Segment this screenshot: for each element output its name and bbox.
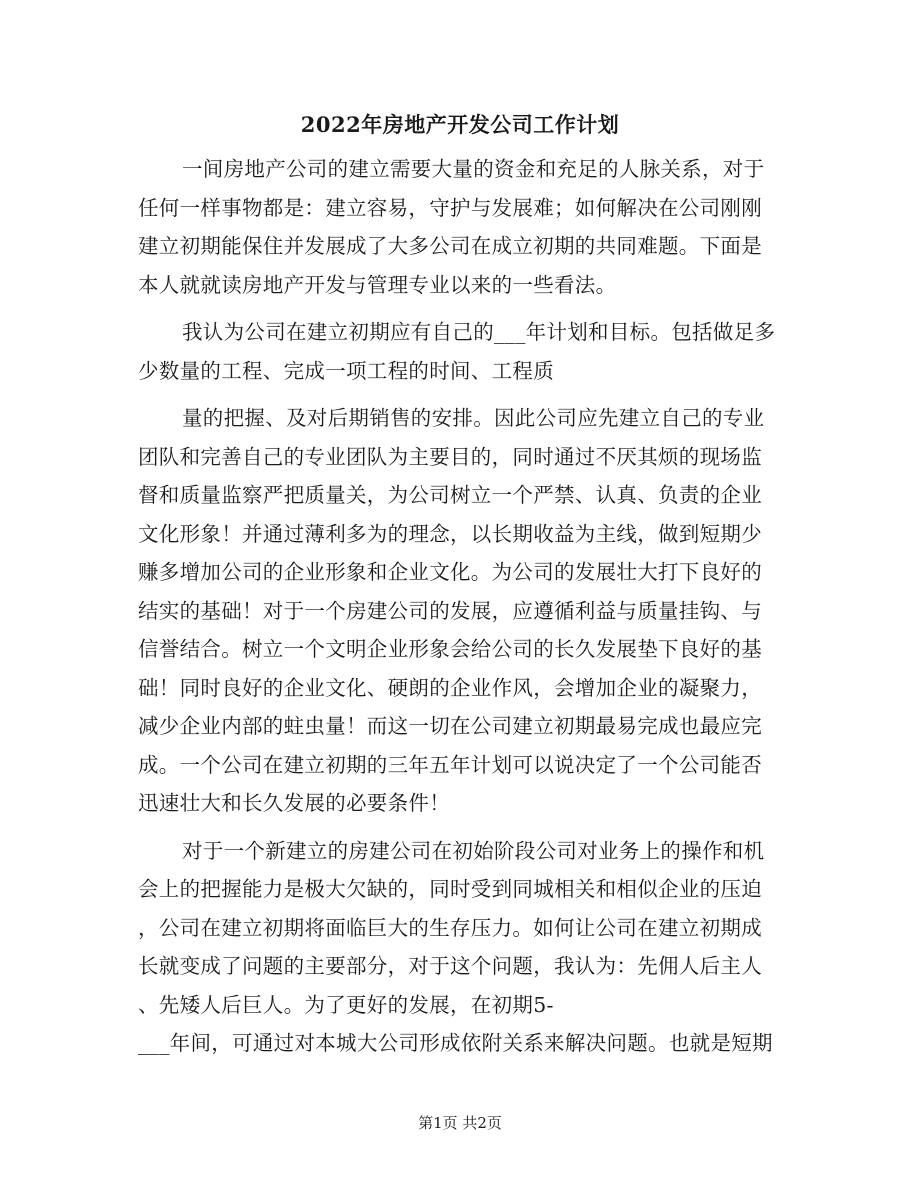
text-line: 我认为公司在建立初期应有自己的___年计划和目标。包括做足多 (182, 320, 776, 344)
text-line: 一间房地产公司的建立需要大量的资金和充足的人脉关系，对于 (182, 157, 765, 181)
text-line: 迅速壮大和长久发展的必要条件！ (138, 791, 450, 815)
paragraph-4 (138, 832, 788, 1063)
text-line: 、先矮人后巨人。为了更好的发展，在初期5- (138, 992, 554, 1017)
text-line: 文化形象！并通过薄利多为的理念，以长期收益为主线，做到短期少 (138, 521, 762, 546)
document-title: 2022年房地产开发公司工作计划 (300, 112, 620, 137)
paragraph-3 (138, 399, 788, 823)
text-line: ，公司在建立初期将面临巨大的生存压力。如何让公司在建立初期成 (138, 915, 762, 940)
text-line: 任何一样事物都是：建立容易，守护与发展难；如何解决在公司刚刚 (138, 195, 762, 220)
text-line: 赚多增加公司的企业形象和企业文化。为公司的发展壮大打下良好的 (138, 560, 762, 584)
text-line: 长就变成了问题的主要部分，对于这个问题，我认为：先佣人后主人 (138, 954, 762, 978)
text-line: 础！同时良好的企业文化、硬朗的企业作风，会增加企业的凝聚力， (138, 675, 762, 700)
text-line: 减少企业内部的蛀虫量！而这一切在公司建立初期最易完成也最应完 (138, 714, 762, 738)
text-line: 少数量的工程、完成一项工程的时间、工程质 (138, 358, 554, 383)
text-line: 成。一个公司在建立初期的三年五年计划可以说决定了一个公司能否 (138, 752, 762, 777)
text-line: 结实的基础！对于一个房建公司的发展，应遵循利益与质量挂钩、与 (138, 598, 762, 623)
text-line: 建立初期能保住并发展成了大多公司在成立初期的共同难题。下面是 (138, 234, 762, 258)
paragraph-2 (138, 313, 788, 390)
text-line: 本人就就读房地产开发与管理专业以来的一些看法。 (138, 272, 617, 297)
text-line: 会上的把握能力是极大欠缺的，同时受到同城相关和相似企业的压迫 (138, 877, 762, 901)
text-line: 团队和完善自己的专业团队为主要目的，同时通过不厌其烦的现场监 (138, 444, 762, 469)
paragraph-1 (138, 150, 788, 304)
text-line: 信誉结合。树立一个文明企业形象会给公司的长久发展垫下良好的基 (138, 637, 762, 661)
text-line: 对于一个新建立的房建公司在初始阶段公司对业务上的操作和机 (182, 838, 765, 863)
text-line: 督和质量监察严把质量关，为公司树立一个严禁、认真、负责的企业 (138, 483, 762, 507)
text-line: ___年间，可通过对本城大公司形成依附关系来解决问题。也就是短期 (138, 1031, 773, 1055)
page-number-footer: 第1页 共2页 (418, 1114, 502, 1132)
document-body (138, 150, 788, 1063)
text-line: 量的把握、及对后期销售的安排。因此公司应先建立自己的专业 (182, 406, 765, 430)
